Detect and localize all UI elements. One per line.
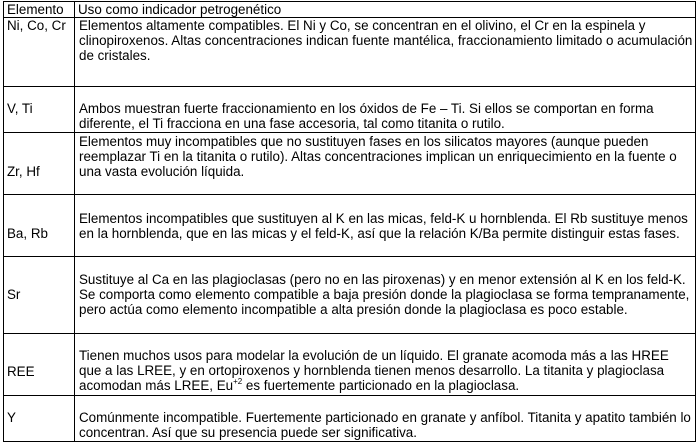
- element-cell: Ni, Co, Cr: [4, 18, 75, 87]
- description-cell: [75, 87, 696, 133]
- element-label: Sr: [7, 287, 21, 302]
- description-text: Elementos incompatibles que sustituyen al K en las micas, feld-K u hornblenda. El Rb sustituye menos en la hornblenda, que en las micas y el feld-K, así que la relación K/Ba permite distinguir estas fases.: [79, 211, 688, 241]
- description-cell: [75, 396, 696, 442]
- header-element: Elemento: [4, 2, 75, 18]
- description-text-part: Tienen muchos usos para modelar la evolución de un líquido. El granate acomoda más a las HREE que a las LREE, y en ortopiroxenos y hornblenda tienen menos desarrollo. La titanita y plagioclasa acomodan más LREE, Eu: [79, 348, 669, 393]
- element-cell: [4, 396, 75, 442]
- description-cell: [75, 334, 696, 396]
- table-row: [4, 257, 696, 334]
- element-label: Y: [7, 410, 16, 425]
- description-text: Ambos muestran fuerte fraccionamiento en los óxidos de Fe – Ti. Si ellos se comportan en forma diferente, el Ti fracciona en una fase accesoria, tal como titanita o rutilo.: [79, 101, 654, 131]
- description-text: Comúnmente incompatible. Fuertemente particionado en granate y anfíbol. Titanita y apatito también lo concentran. Así que su presencia puede ser significativa.: [79, 410, 691, 440]
- element-cell: [4, 334, 75, 396]
- element-cell: [4, 133, 75, 195]
- element-cell: [4, 257, 75, 334]
- description-cell: [75, 195, 696, 257]
- superscript-charge: +2: [233, 377, 243, 386]
- element-cell: [4, 87, 75, 133]
- table-row: [4, 396, 696, 442]
- table-row: [4, 133, 696, 195]
- table-row: [4, 195, 696, 257]
- element-label: REE: [7, 364, 35, 379]
- description-text-part: es fuertemente particionado en la plagioclasa.: [242, 378, 520, 393]
- header-use: Uso como indicador petrogenético: [75, 2, 696, 18]
- description-text: Sustituye al Ca en las plagioclasas (pero no en las piroxenas) y en menor extensión al K en los feld-K. Se comporta como elemento compatible a baja presión donde la plagioclasa se forma tempranamente, pero actúa como elemento incompatible a alta presión donde la plagioclasa es poco estable.: [79, 272, 690, 317]
- table-row: [4, 18, 696, 87]
- description-cell: [75, 133, 696, 195]
- description-cell: Elementos altamente compatibles. El Ni y Co, se concentran en el olivino, el Cr en la espinela y clinopiroxenos. Altas concentraciones indican fuente mantélica, fraccionamiento limitado o acumulación de cristales.: [75, 18, 696, 87]
- description-text: Elementos muy incompatibles que no sustituyen fases en los silicatos mayores (aunque pueden reemplazar Ti en la titanita o rutilo). Altas concentraciones implican un enriquecimiento en la fuente o una vasta evolución líquida.: [79, 134, 677, 179]
- element-label: Zr, Hf: [7, 164, 40, 179]
- table-row: [4, 334, 696, 396]
- table-header-row: [4, 2, 696, 18]
- element-label: Ba, Rb: [7, 226, 48, 241]
- element-label: V, Ti: [7, 101, 33, 116]
- description-cell: [75, 257, 696, 334]
- element-cell: [4, 195, 75, 257]
- description-text: [79, 348, 693, 393]
- table-row: [4, 87, 696, 133]
- petrogenetic-elements-table: [3, 1, 696, 442]
